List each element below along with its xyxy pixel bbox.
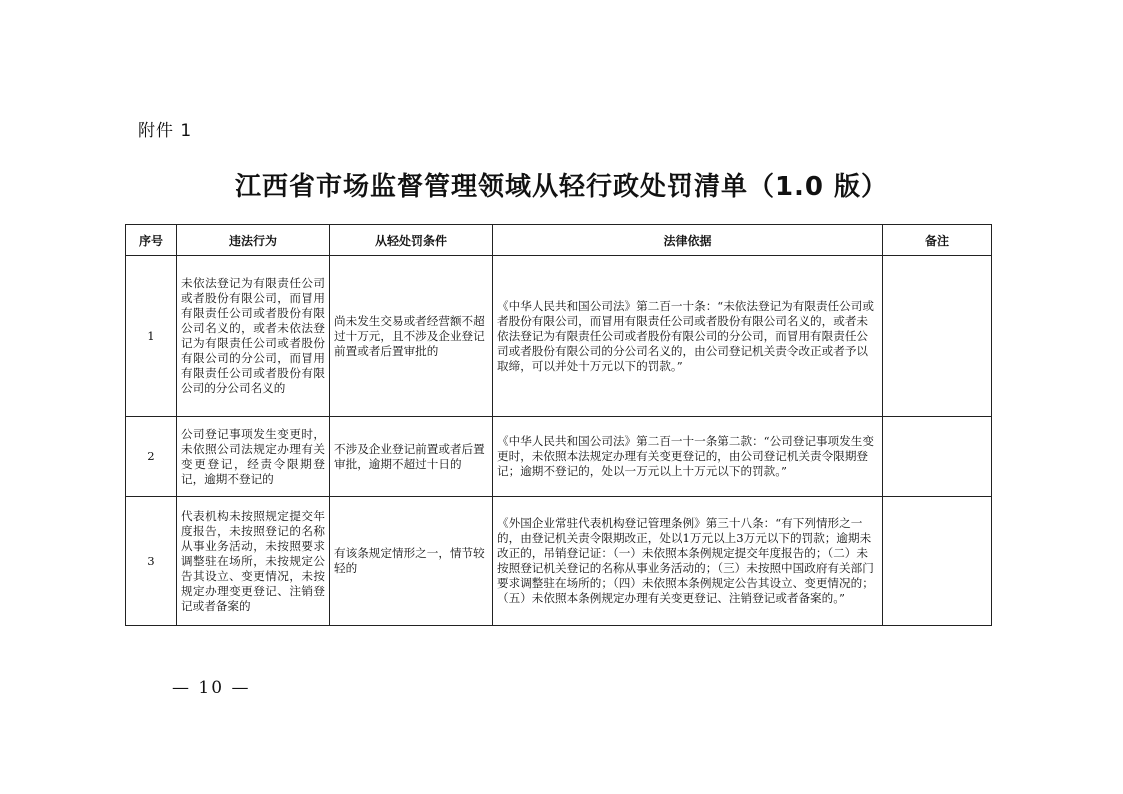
row-legal-basis: 《中华人民共和国公司法》第二百一十条：“未依法登记为有限责任公司或者股份有限公司，而冒用有限责任公司或者股份有限公司名义的，或者未依法登记为有限责任公司或者股份有限公司的分公司，而冒用有限责任公司或者股份有限公司的分公司名义的，由公司登记机关责令改正或者予以取缔，可以并处十万元以下的罚款。” bbox=[493, 256, 883, 417]
row-legal-basis: 《外国企业常驻代表机构登记管理条例》第三十八条：“有下列情形之一的，由登记机关责令限期改正，处以1万元以上3万元以下的罚款；逾期未改正的，吊销登记证：（一）未依照本条例规定提交年度报告的；（二）未按照登记机关登记的名称从事业务活动的；（三）未按照中国政府有关部门要求调整驻在场所的；（四）未依照本条例规定公告其设立、变更情况的；（五）未依照本条例规定办理有关变更登记、注销登记或者备案的。” bbox=[493, 497, 883, 626]
row-condition: 不涉及企业登记前置或者后置审批，逾期不超过十日的 bbox=[330, 417, 493, 497]
header-violation: 违法行为 bbox=[177, 225, 330, 256]
row-violation: 未依法登记为有限责任公司或者股份有限公司，而冒用有限责任公司或者股份有限公司名义的，或者未依法登记为有限责任公司或者股份有限公司的分公司，而冒用有限责任公司或者股份有限公司的分公司名义的 bbox=[177, 256, 330, 417]
attachment-label: 附件 1 bbox=[138, 121, 193, 141]
header-lenient-condition: 从轻处罚条件 bbox=[330, 225, 493, 256]
row-violation: 公司登记事项发生变更时，未依照公司法规定办理有关变更登记，经责令限期登记，逾期不登记的 bbox=[177, 417, 330, 497]
header-remark: 备注 bbox=[883, 225, 992, 256]
table-header-row bbox=[126, 225, 992, 256]
row-legal-basis: 《中华人民共和国公司法》第二百一十一条第二款：“公司登记事项发生变更时，未依照本法规定办理有关变更登记的，由公司登记机关责令限期登记；逾期不登记的，处以一万元以上十万元以下的罚款。” bbox=[493, 417, 883, 497]
row-remark bbox=[883, 256, 992, 417]
row-condition: 有该条规定情形之一，情节较轻的 bbox=[330, 497, 493, 626]
row-condition: 尚未发生交易或者经营额不超过十万元，且不涉及企业登记前置或者后置审批的 bbox=[330, 256, 493, 417]
row-violation: 代表机构未按照规定提交年度报告，未按照登记的名称从事业务活动，未按照要求调整驻在场所，未按规定公告其设立、变更情况，未按规定办理变更登记、注销登记或者备案的 bbox=[177, 497, 330, 626]
row-remark bbox=[883, 497, 992, 626]
table-row bbox=[126, 497, 992, 626]
table-row bbox=[126, 417, 992, 497]
row-remark bbox=[883, 417, 992, 497]
document-title: 江西省市场监督管理领域从轻行政处罚清单（1.0 版） bbox=[234, 172, 889, 202]
header-legal-basis: 法律依据 bbox=[493, 225, 883, 256]
penalty-list-table bbox=[125, 224, 992, 626]
table-row bbox=[126, 256, 992, 417]
header-no: 序号 bbox=[126, 225, 177, 256]
row-number: 3 bbox=[126, 497, 177, 626]
row-number: 2 bbox=[126, 417, 177, 497]
row-number: 1 bbox=[126, 256, 177, 417]
page-number: — 10 — bbox=[172, 678, 251, 698]
